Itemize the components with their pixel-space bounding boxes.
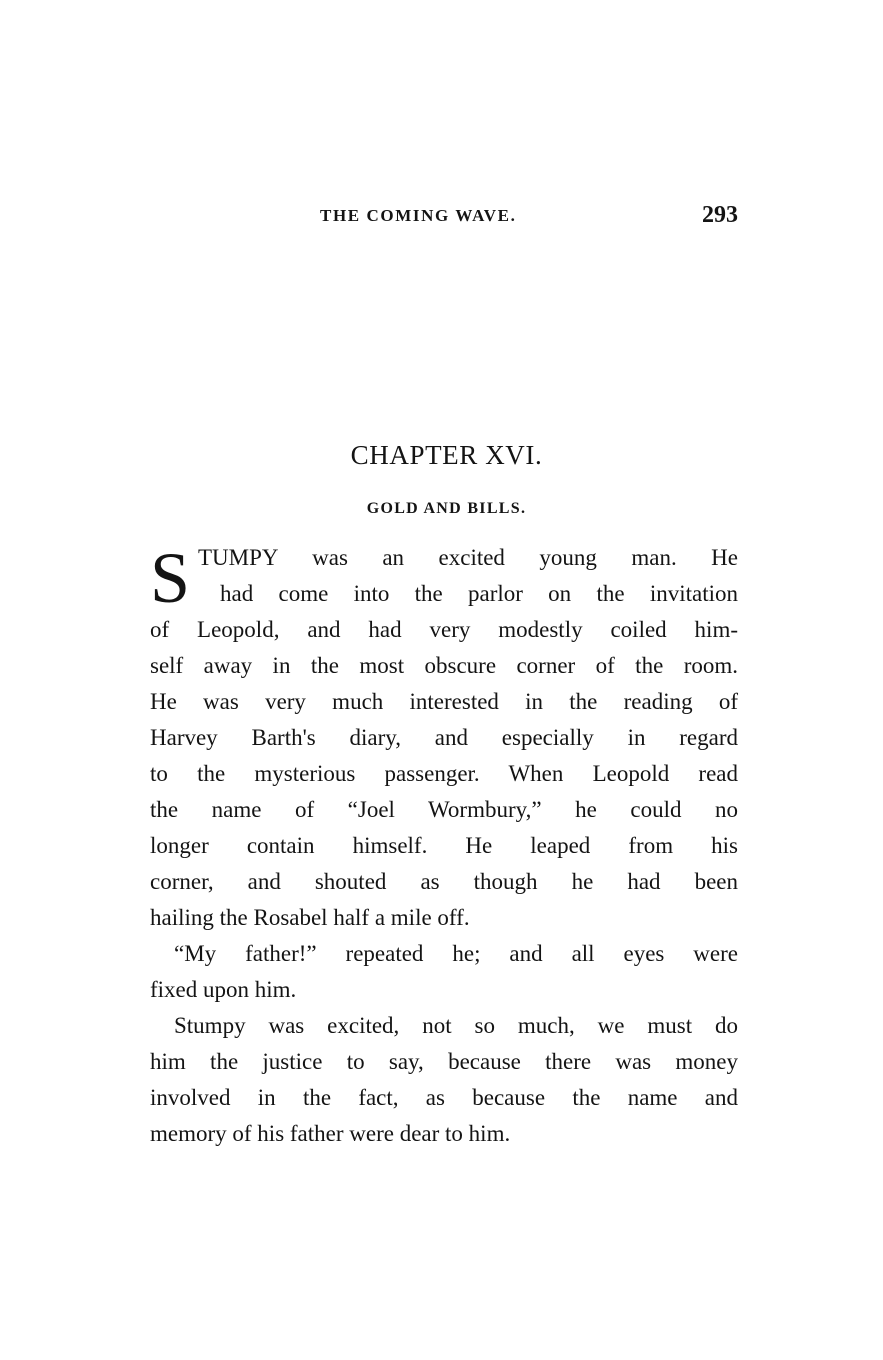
text-line: him the justice to say, because there was money — [150, 1049, 738, 1074]
paragraph — [150, 540, 738, 936]
text-line: the name of “Joel Wormbury,” he could no — [150, 797, 738, 822]
text-line: longer contain himself. He leaped from his — [150, 833, 738, 858]
text-line: of Leopold, and had very modestly coiled him- — [150, 617, 738, 642]
paragraph — [150, 936, 738, 1008]
text-line: to the mysterious passenger. When Leopold read — [150, 761, 738, 786]
running-title: THE COMING WAVE. — [320, 206, 517, 225]
text-line: involved in the fact, as because the name and — [150, 1085, 738, 1110]
running-head — [150, 202, 738, 236]
text-line: “My father!” repeated he; and all eyes were — [174, 941, 738, 966]
text-line: Harvey Barth's diary, and especially in regard — [150, 725, 738, 750]
text-line: Stumpy was excited, not so much, we must do — [174, 1013, 738, 1038]
text-line: TUMPY was an excited young man. He — [198, 545, 738, 570]
text-line: hailing the Rosabel half a mile off. — [150, 905, 470, 930]
chapter-title: CHAPTER XVI. — [350, 440, 543, 470]
chapter-subtitle: GOLD AND BILLS. — [366, 500, 527, 517]
text-line: corner, and shouted as though he had been — [150, 869, 738, 894]
page-number: 293 — [702, 202, 738, 228]
text-line: self away in the most obscure corner of the room. — [150, 653, 738, 678]
body-text — [150, 540, 738, 1152]
text-line: had come into the parlor on the invitation — [220, 581, 738, 606]
text-line: He was very much interested in the reading of — [150, 689, 738, 714]
text-line: fixed upon him. — [150, 977, 297, 1002]
text-line: memory of his father were dear to him. — [150, 1121, 511, 1146]
drop-cap: S — [150, 538, 191, 618]
paragraph — [150, 1008, 738, 1152]
